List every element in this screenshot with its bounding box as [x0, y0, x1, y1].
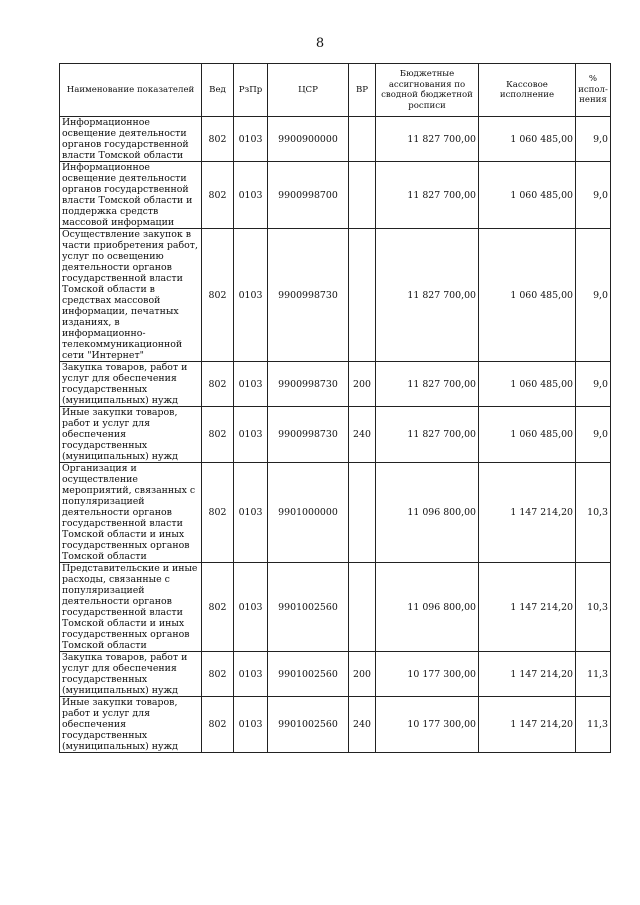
- row-percent: 10,3: [576, 563, 611, 652]
- row-cash: 1 147 214,20: [479, 697, 576, 753]
- row-name: Закупка товаров, работ и услуг для обеспечения государственных (муниципальных) нужд: [60, 652, 202, 697]
- header-vr: ВР: [349, 64, 376, 117]
- header-name: Наименование показателей: [60, 64, 202, 117]
- row-vr: [349, 563, 376, 652]
- row-percent: 11,3: [576, 697, 611, 753]
- row-budget: 11 096 800,00: [376, 563, 479, 652]
- row-budget: 10 177 300,00: [376, 697, 479, 753]
- row-ved: 802: [202, 563, 234, 652]
- row-cash: 1 147 214,20: [479, 463, 576, 563]
- table-row: [60, 652, 611, 697]
- row-cash: 1 060 485,00: [479, 117, 576, 162]
- table-row: [60, 362, 611, 407]
- row-vr: [349, 117, 376, 162]
- budget-execution-table: [59, 63, 611, 753]
- row-percent: 11,3: [576, 652, 611, 697]
- row-cash: 1 060 485,00: [479, 229, 576, 362]
- row-rzpr: 0103: [234, 162, 268, 229]
- row-name: Организация и осуществление мероприятий, связанных с популяризацией деятельности органов государственной власти Томской области и иных государственных органов Томской области: [60, 463, 202, 563]
- row-vr: 200: [349, 652, 376, 697]
- row-vr: 200: [349, 362, 376, 407]
- header-cash: Кассовое исполнение: [479, 64, 576, 117]
- row-rzpr: 0103: [234, 117, 268, 162]
- row-cash: 1 147 214,20: [479, 563, 576, 652]
- row-name: Закупка товаров, работ и услуг для обеспечения государственных (муниципальных) нужд: [60, 362, 202, 407]
- header-ved: Вед: [202, 64, 234, 117]
- row-percent: 9,0: [576, 162, 611, 229]
- row-name: Осуществление закупок в части приобретения работ, услуг по освещению деятельности органов государственной власти Томской области в средствах массовой информации, печатных изданиях, в информационно-телекоммуникационной сети "Интернет": [60, 229, 202, 362]
- header-rzpr: РзПр: [234, 64, 268, 117]
- row-cash: 1 147 214,20: [479, 652, 576, 697]
- table-row: [60, 229, 611, 362]
- row-vr: [349, 229, 376, 362]
- row-csr: 9901002560: [268, 652, 349, 697]
- row-ved: 802: [202, 407, 234, 463]
- row-rzpr: 0103: [234, 652, 268, 697]
- row-budget: 11 827 700,00: [376, 407, 479, 463]
- table-row: [60, 697, 611, 753]
- row-percent: 10,3: [576, 463, 611, 563]
- row-percent: 9,0: [576, 117, 611, 162]
- row-csr: 9900900000: [268, 117, 349, 162]
- row-budget: 10 177 300,00: [376, 652, 479, 697]
- row-name: Иные закупки товаров, работ и услуг для обеспечения государственных (муниципальных) нужд: [60, 407, 202, 463]
- row-csr: 9900998730: [268, 229, 349, 362]
- row-name: Информационное освещение деятельности органов государственной власти Томской области и поддержка средств массовой информации: [60, 162, 202, 229]
- table-row: [60, 463, 611, 563]
- row-cash: 1 060 485,00: [479, 362, 576, 407]
- row-vr: 240: [349, 697, 376, 753]
- row-budget: 11 827 700,00: [376, 117, 479, 162]
- row-vr: [349, 162, 376, 229]
- row-rzpr: 0103: [234, 563, 268, 652]
- row-budget: 11 096 800,00: [376, 463, 479, 563]
- row-csr: 9901002560: [268, 563, 349, 652]
- row-csr: 9900998700: [268, 162, 349, 229]
- row-name: Иные закупки товаров, работ и услуг для обеспечения государственных (муниципальных) нужд: [60, 697, 202, 753]
- row-percent: 9,0: [576, 229, 611, 362]
- row-cash: 1 060 485,00: [479, 162, 576, 229]
- row-rzpr: 0103: [234, 229, 268, 362]
- row-ved: 802: [202, 697, 234, 753]
- row-csr: 9901000000: [268, 463, 349, 563]
- row-vr: 240: [349, 407, 376, 463]
- table-row: [60, 563, 611, 652]
- header-percent: % испол-нения: [576, 64, 611, 117]
- row-vr: [349, 463, 376, 563]
- row-rzpr: 0103: [234, 463, 268, 563]
- table-row: [60, 162, 611, 229]
- row-rzpr: 0103: [234, 697, 268, 753]
- row-percent: 9,0: [576, 407, 611, 463]
- table-row: [60, 407, 611, 463]
- row-rzpr: 0103: [234, 362, 268, 407]
- row-ved: 802: [202, 117, 234, 162]
- row-rzpr: 0103: [234, 407, 268, 463]
- row-budget: 11 827 700,00: [376, 362, 479, 407]
- row-ved: 802: [202, 362, 234, 407]
- row-csr: 9900998730: [268, 362, 349, 407]
- row-name: Представительские и иные расходы, связанные с популяризацией деятельности органов государственной власти Томской области и иных государственных органов Томской области: [60, 563, 202, 652]
- row-name: Информационное освещение деятельности органов государственной власти Томской области: [60, 117, 202, 162]
- row-ved: 802: [202, 162, 234, 229]
- row-ved: 802: [202, 652, 234, 697]
- row-cash: 1 060 485,00: [479, 407, 576, 463]
- row-csr: 9901002560: [268, 697, 349, 753]
- header-budget: Бюджетные ассигнования по сводной бюджетной росписи: [376, 64, 479, 117]
- row-ved: 802: [202, 463, 234, 563]
- row-budget: 11 827 700,00: [376, 229, 479, 362]
- row-csr: 9900998730: [268, 407, 349, 463]
- table-header-row: [60, 64, 611, 117]
- table-row: [60, 117, 611, 162]
- page-number: 8: [315, 36, 325, 51]
- header-csr: ЦСР: [268, 64, 349, 117]
- row-ved: 802: [202, 229, 234, 362]
- row-budget: 11 827 700,00: [376, 162, 479, 229]
- row-percent: 9,0: [576, 362, 611, 407]
